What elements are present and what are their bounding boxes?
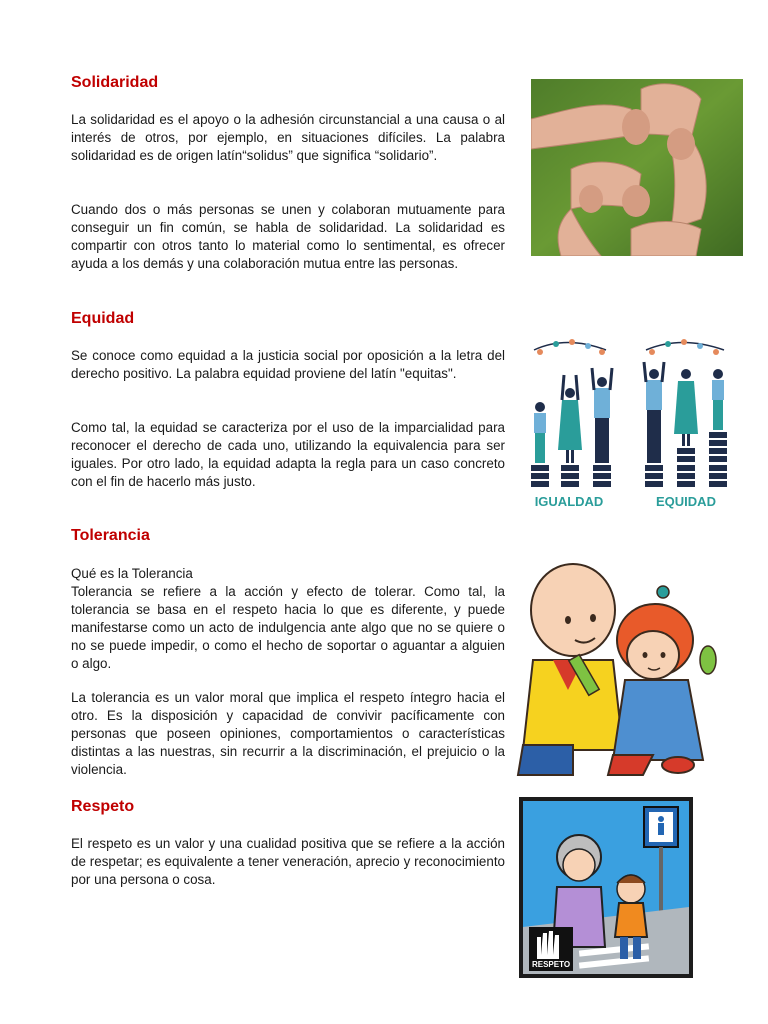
hands-photo bbox=[531, 79, 743, 256]
equidad-paragraph-1: Se conoce como equidad a la justicia social por oposición a la letra del derecho positivo. La palabra equidad proviene del latín "equitas". bbox=[71, 348, 505, 381]
respeto-badge-label: RESPETO bbox=[531, 960, 571, 969]
solidaridad-paragraph-2: Cuando dos o más personas se unen y colaboran mutuamente para conseguir un fin común, se habla de solidaridad. La solidaridad es compartir con otros tanto lo material como lo sentimental, es ofrecer ayuda a los demás y una colaboración mutua entre las personas. bbox=[71, 202, 505, 271]
heading-equidad: Equidad bbox=[71, 310, 135, 327]
solidaridad-paragraph-1: La solidaridad es el apoyo o la adhesión circunstancial a una causa o al interés de otros, por ejemplo, en situaciones difíciles. La palabra solidaridad es de origen latín“solidus” que significa “solidario”. bbox=[71, 112, 505, 163]
tolerancia-paragraph-1: Tolerancia se refiere a la acción y efecto de tolerar. Como tal, la tolerancia se basa en el respeto hacia lo que es diferente, y puede manifestarse como un acto de indulgencia ante algo que no se quiere o no se puede impedir, o como el hecho de soportar o aguantar a alguien o algo. bbox=[71, 584, 505, 671]
heading-solidaridad: Solidaridad bbox=[71, 74, 159, 91]
heading-tolerancia: Tolerancia bbox=[71, 527, 150, 544]
igualdad-label: IGUALDAD bbox=[534, 494, 604, 509]
equality-equity-illustration bbox=[526, 330, 733, 515]
respeto-paragraph-1: El respeto es un valor y una cualidad positiva que se refiere a la acción de respetar; es equivalente a tener veneración, aprecio y reconocimiento por una persona o cosa. bbox=[71, 836, 505, 887]
respeto-image bbox=[519, 797, 693, 978]
equidad-label: EQUIDAD bbox=[656, 494, 716, 509]
equidad-image bbox=[526, 330, 733, 515]
tolerancia-image bbox=[513, 560, 720, 780]
solidaridad-image bbox=[531, 79, 743, 256]
equidad-paragraph-2: Como tal, la equidad se caracteriza por el uso de la imparcialidad para reconocer el derecho de cada uno, utilizando la equivalencia para ser iguales. Por otro lado, la equidad adapta la regla para un caso concreto con el fin de hacerlo más justo. bbox=[71, 420, 505, 489]
children-cartoon-illustration bbox=[513, 560, 720, 780]
tolerancia-paragraph-2: La tolerancia es un valor moral que implica el respeto íntegro hacia el otro. Es la disposición y capacidad de convivir pacíficamente con personas que poseen opiniones, comportamientos o características distintas a las nuestras, sin recurrir a la discriminación, el prejuicio o la violencia. bbox=[71, 690, 505, 777]
elder-child-crosswalk-illustration bbox=[519, 797, 693, 978]
heading-respeto: Respeto bbox=[71, 798, 135, 815]
tolerancia-subtitle: Qué es la Tolerancia bbox=[71, 566, 193, 581]
